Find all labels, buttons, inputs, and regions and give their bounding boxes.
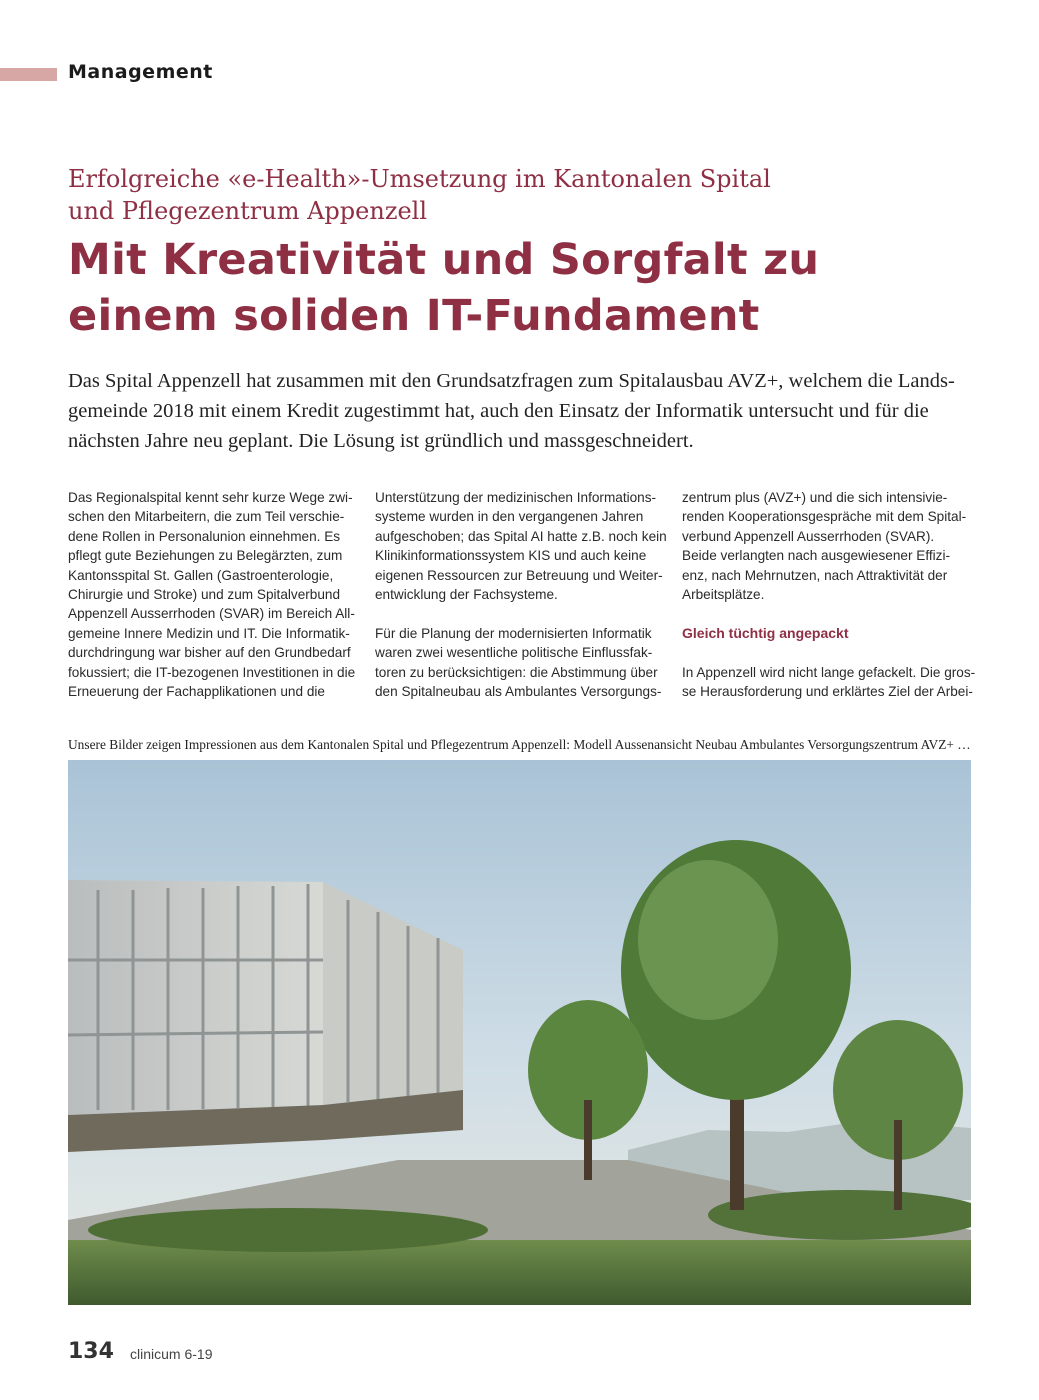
body-column-2	[375, 488, 665, 701]
magazine-issue: clinicum 6-19	[130, 1346, 213, 1362]
body-line: den Spitalneubau als Ambulantes Versorgungs-	[375, 684, 662, 700]
body-line: Erneuerung der Fachapplikationen und die	[68, 684, 325, 700]
article-kicker	[68, 163, 968, 227]
body-line: Das Regionalspital kennt sehr kurze Wege zwi-	[68, 490, 353, 505]
body-line: aufgeschoben; das Spital AI hatte z.B. noch kein	[375, 528, 667, 544]
body-line: Klinikinformationssystem KIS und auch keine	[375, 548, 647, 564]
column-subheading: Gleich tüchtig angepackt	[682, 624, 849, 641]
body-column-1	[68, 488, 358, 701]
photo-caption: Unsere Bilder zeigen Impressionen aus dem Kantonalen Spital und Pflegezentrum Appenzell: Modell Aussenansicht Neubau Ambulantes Versorgungszentrum AVZ+ …	[68, 737, 971, 752]
article-headline	[68, 232, 988, 344]
body-line: fokussiert; die IT-bezogenen Investitionen in die	[68, 664, 356, 680]
headline-line: einem soliden IT-Fundament	[68, 291, 760, 341]
building-front-facade	[68, 880, 323, 1115]
hospital-building-photo	[68, 760, 971, 1305]
body-line: toren zu berücksichtigen: die Abstimmung über	[375, 664, 658, 680]
paragraph-gap	[682, 604, 972, 623]
body-line: In Appenzell wird nicht lange gefackelt. Die gros-	[682, 664, 976, 680]
body-line: pflegt gute Beziehungen zu Belegärzten, zum	[68, 548, 343, 564]
body-line: Für die Planung der modernisierten Informatik	[375, 625, 652, 641]
lead-line: gemeinde 2018 mit einem Kredit zugestimmt hat, auch den Einsatz der Informatik untersucht und für die	[68, 400, 929, 422]
kicker-line: und Pflegezentrum Appenzell	[68, 197, 428, 225]
section-label: Management	[68, 61, 213, 83]
large-tree-crown-highlight	[638, 860, 778, 1020]
headline-line: Mit Kreativität und Sorgfalt zu	[68, 235, 820, 285]
kicker-line: Erfolgreiche «e-Health»-Umsetzung im Kantonalen Spital	[68, 165, 771, 193]
body-line: eigenen Ressourcen zur Betreuung und Weiter-	[375, 567, 663, 583]
body-line: Chirurgie und Stroke) und zum Spitalverbund	[68, 587, 341, 603]
body-line: systeme wurden in den vergangenen Jahren	[375, 509, 644, 525]
hedge	[88, 1208, 488, 1252]
article-lead	[68, 366, 973, 456]
body-line: Appenzell Ausserrhoden (SVAR) im Bereich All-	[68, 606, 355, 622]
body-line: renden Kooperationsgespräche mit dem Spital-	[682, 509, 967, 525]
body-line: durchdringung war bisher auf den Grundbedarf	[68, 645, 351, 661]
section-color-bar	[0, 68, 57, 81]
body-line: dene Rollen in Personalunion einnehmen. Es	[68, 528, 341, 544]
lead-line: nächsten Jahre neu geplant. Die Lösung ist gründlich und massgeschneidert.	[68, 430, 694, 452]
body-line: enz, nach Mehrnutzen, nach Attraktivität der	[682, 567, 948, 583]
body-column-3	[682, 488, 976, 701]
body-line: schen den Mitarbeitern, die zum Teil verschie-	[68, 509, 345, 525]
body-line: entwicklung der Fachsysteme.	[375, 587, 558, 603]
body-line: se Herausforderung und erklärtes Ziel der Arbei-	[682, 684, 973, 700]
body-line: gemeine Innere Medizin und IT. Die Informatik-	[68, 625, 350, 641]
body-line: zentrum plus (AVZ+) und die sich intensivie-	[682, 490, 948, 505]
body-line: Arbeitsplätze.	[682, 587, 765, 603]
mid-tree-trunk	[584, 1100, 592, 1180]
body-line: Unterstützung der medizinischen Informations-	[375, 490, 657, 505]
paragraph-gap	[375, 604, 665, 623]
body-line: verbund Appenzell Ausserrhoden (SVAR).	[682, 528, 935, 544]
body-line: Beide verlangten nach ausgewiesener Effizi-	[682, 548, 951, 564]
paragraph-gap	[682, 643, 972, 662]
body-line: Kantonsspital St. Gallen (Gastroenterologie,	[68, 567, 334, 583]
lead-line: Das Spital Appenzell hat zusammen mit den Grundsatzfragen zum Spitalausbau AVZ+, welchem die Lands-	[68, 370, 955, 392]
page-number: 134	[68, 1339, 114, 1364]
right-tree-trunk	[894, 1120, 902, 1210]
body-line: waren zwei wesentliche politische Einflussfak-	[375, 645, 653, 661]
